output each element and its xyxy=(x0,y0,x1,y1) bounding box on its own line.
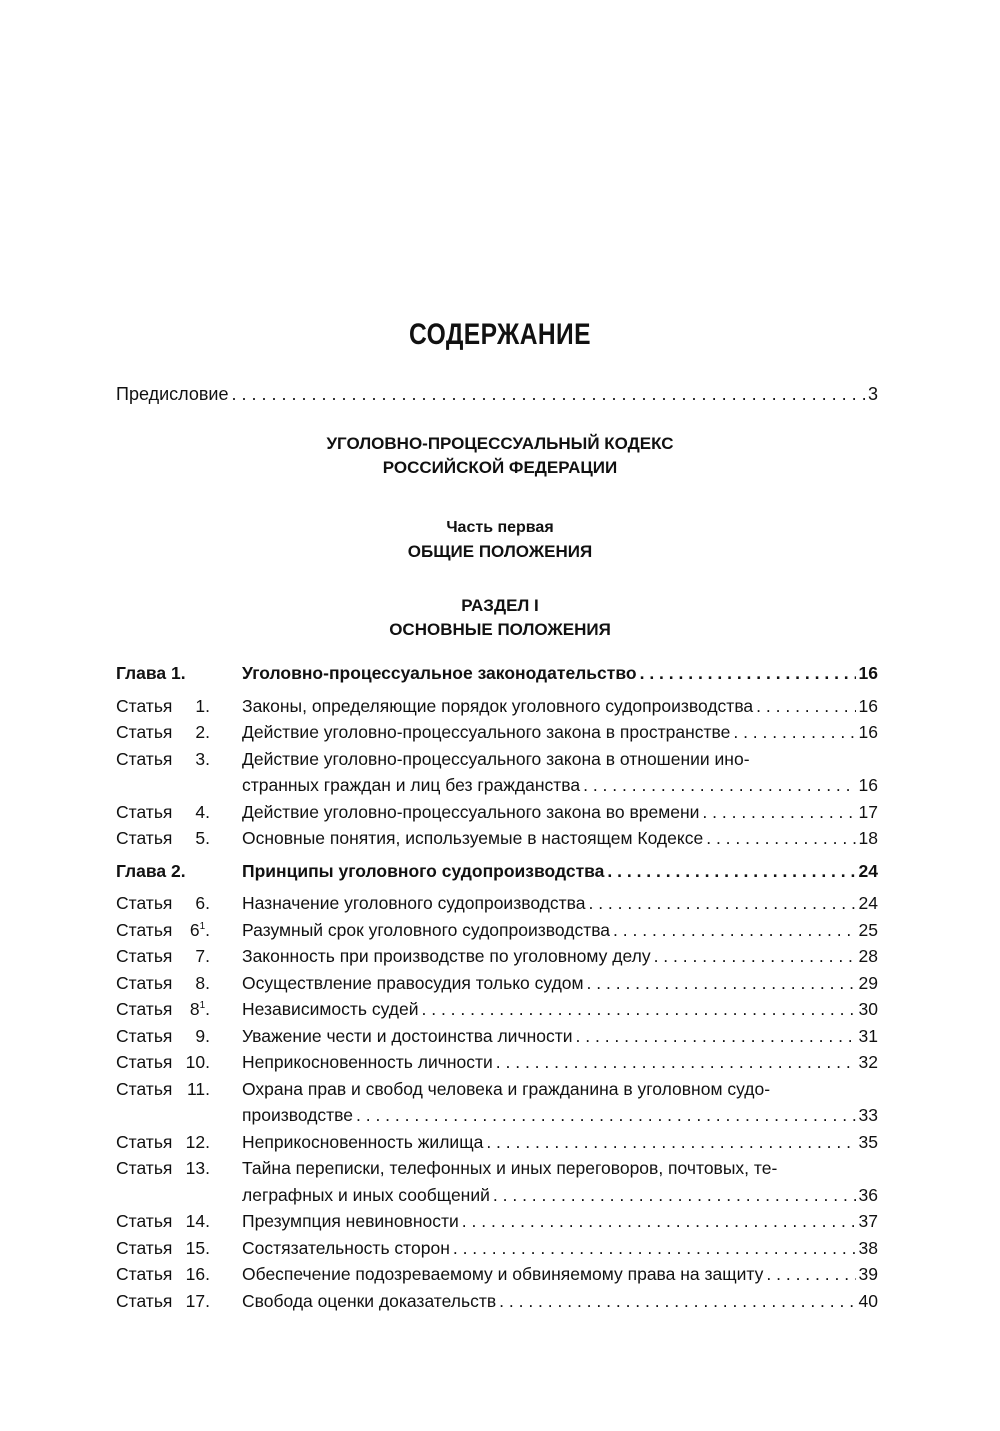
article-label xyxy=(116,1155,242,1182)
page-number: 16 xyxy=(858,663,878,683)
entry-title-line xyxy=(242,1129,878,1156)
article-number xyxy=(186,1049,210,1076)
article-word: Статья xyxy=(116,722,173,742)
article-word: Статья xyxy=(116,1025,173,1046)
article-number-suffix: . xyxy=(205,999,210,1019)
dot-leader xyxy=(702,799,855,826)
dot-leader xyxy=(486,1129,855,1156)
dot-leader xyxy=(607,858,855,885)
entry-title-line xyxy=(242,1102,878,1129)
article-word: Статья xyxy=(116,695,173,716)
table-of-contents xyxy=(116,660,878,1314)
entry-title-text: Законы, определяющие порядок уголовного судопроизводства xyxy=(242,695,754,716)
toc-chapter-entry[interactable] xyxy=(116,858,878,885)
part-label: Часть первая xyxy=(446,519,554,536)
article-number-value: 15. xyxy=(185,1237,210,1258)
page-number: 38 xyxy=(858,1237,878,1258)
entry-title xyxy=(242,890,878,917)
entry-title-text: странных граждан и лиц без гражданства xyxy=(242,775,581,795)
entry-title-line xyxy=(242,917,878,944)
entry-title-line xyxy=(242,1288,878,1315)
section-title: ОСНОВНЫЕ ПОЛОЖЕНИЯ xyxy=(389,620,611,639)
entry-title-line xyxy=(242,1208,878,1235)
article-number xyxy=(186,1129,210,1156)
page-number: 37 xyxy=(858,1211,878,1231)
dot-leader xyxy=(422,996,856,1023)
entry-title xyxy=(242,1208,878,1235)
entry-title xyxy=(242,943,878,970)
toc-article-entry[interactable] xyxy=(116,1288,878,1315)
dot-leader xyxy=(493,1182,856,1209)
toc-chapter-entry[interactable] xyxy=(116,660,878,687)
dot-leader xyxy=(654,943,856,970)
chapter-label: Глава 1. xyxy=(116,663,186,683)
article-number-value: 8. xyxy=(195,972,210,993)
article-word: Статья xyxy=(116,748,173,769)
entry-title-text: Независимость судей xyxy=(242,999,419,1019)
entry-title xyxy=(242,1076,878,1129)
article-word: Статья xyxy=(116,919,173,940)
article-number-value: 4. xyxy=(195,801,210,822)
entry-title xyxy=(242,1288,878,1315)
toc-article-entry[interactable] xyxy=(116,1155,878,1208)
article-word: Статья xyxy=(116,1290,173,1311)
article-number xyxy=(186,1235,210,1262)
article-number-value: 6. xyxy=(195,893,210,913)
page-number: 31 xyxy=(858,1025,878,1046)
article-number-suffix: . xyxy=(205,919,210,940)
entry-title-line xyxy=(242,660,878,687)
entry-title-line xyxy=(242,799,878,826)
article-number xyxy=(195,1023,210,1050)
article-word: Статья xyxy=(116,1078,173,1099)
page-number: 35 xyxy=(858,1131,878,1152)
dot-leader xyxy=(733,719,855,746)
article-label xyxy=(116,996,242,1023)
article-word: Статья xyxy=(116,1237,173,1258)
page-number: 32 xyxy=(858,1052,878,1072)
entry-title xyxy=(242,1155,878,1208)
article-number xyxy=(187,1076,210,1103)
page-number: 33 xyxy=(858,1105,878,1125)
entry-title xyxy=(242,746,878,799)
dot-leader xyxy=(231,384,865,405)
entry-title-line xyxy=(242,825,878,852)
article-number-superscript: 1 xyxy=(199,1000,206,1012)
toc-article-entry[interactable] xyxy=(116,799,878,826)
article-number xyxy=(195,970,210,997)
entry-title-text: леграфных и иных сообщений xyxy=(242,1184,490,1205)
entry-title-line xyxy=(242,1182,878,1209)
entry-title-text: Назначение уголовного судопроизводства xyxy=(242,893,586,913)
page-number: 16 xyxy=(858,722,878,742)
article-word: Статья xyxy=(116,999,173,1019)
entry-title-text: Состязательность сторон xyxy=(242,1237,450,1258)
preface-title: Предисловие xyxy=(116,384,229,404)
article-label xyxy=(116,1208,242,1235)
article-label xyxy=(116,1288,242,1315)
article-word: Статья xyxy=(116,893,173,913)
entry-title-text: Действие уголовно-процессуального закона во времени xyxy=(242,801,700,822)
entry-title-text: Действие уголовно-процессуального закона в отношении ино- xyxy=(242,748,750,769)
article-number-value: 10. xyxy=(185,1052,210,1072)
entry-title-text: Основные понятия, используемые в настоящем Кодексе xyxy=(242,828,704,848)
toc-article-entry[interactable] xyxy=(116,996,878,1023)
page-number: 30 xyxy=(858,999,878,1019)
page-number: 25 xyxy=(858,919,878,940)
article-number-value: 3. xyxy=(195,748,210,769)
toc-article-entry[interactable] xyxy=(116,1049,878,1076)
entry-title-text: Обеспечение подозреваемому и обвиняемому права на защиту xyxy=(242,1264,764,1284)
entry-title-line xyxy=(242,1076,878,1103)
article-number-value: 12. xyxy=(185,1131,210,1152)
entry-title-line xyxy=(242,1049,878,1076)
entry-title-text: Разумный срок уголовного судопроизводства xyxy=(242,919,611,940)
page-number: 28 xyxy=(858,946,878,966)
entry-title xyxy=(242,825,878,852)
article-word: Статья xyxy=(116,972,173,993)
article-number xyxy=(195,890,210,917)
toc-article-entry[interactable] xyxy=(116,1129,878,1156)
page-number: 16 xyxy=(858,775,878,795)
section-label: РАЗДЕЛ I xyxy=(461,596,539,615)
article-word: Статья xyxy=(116,801,173,822)
page-number: 17 xyxy=(858,801,878,822)
article-word: Статья xyxy=(116,946,173,966)
entry-title-line xyxy=(242,970,878,997)
entry-title xyxy=(242,1129,878,1156)
page-number: 40 xyxy=(858,1290,878,1311)
dot-leader xyxy=(496,1049,856,1076)
page-number: 24 xyxy=(858,860,878,881)
entry-title-text: Презумпция невиновности xyxy=(242,1211,459,1231)
page-number: 24 xyxy=(858,893,878,913)
entry-title-text: Тайна переписки, телефонных и иных переговоров, почтовых, те- xyxy=(242,1158,778,1178)
part-title: ОБЩИЕ ПОЛОЖЕНИЯ xyxy=(407,542,593,561)
page-title: СОДЕРЖАНИЕ xyxy=(409,318,591,351)
entry-title-text: Неприкосновенность личности xyxy=(242,1052,493,1072)
article-number xyxy=(195,719,210,746)
article-word: Статья xyxy=(116,1052,173,1072)
dot-leader xyxy=(706,825,855,852)
article-number xyxy=(190,996,210,1023)
toc-article-entry[interactable] xyxy=(116,1208,878,1235)
article-label xyxy=(116,1049,242,1076)
dot-leader xyxy=(640,660,856,687)
article-number-value: 6 xyxy=(189,919,200,940)
toc-article-entry[interactable] xyxy=(116,1235,878,1262)
article-number-value: 9. xyxy=(195,1025,210,1046)
article-number-value: 17. xyxy=(185,1290,210,1311)
entry-title-line xyxy=(242,693,878,720)
entry-title-text: Уголовно-процессуальное законодательство xyxy=(242,663,637,683)
article-number xyxy=(190,917,210,944)
article-label xyxy=(116,1129,242,1156)
entry-title-line xyxy=(242,772,878,799)
article-number xyxy=(186,1155,210,1182)
part-heading xyxy=(0,516,1000,564)
entry-title xyxy=(242,996,878,1023)
entry-title-text: Действие уголовно-процессуального закона в пространстве xyxy=(242,722,731,742)
code-title-line-2: РОССИЙСКОЙ ФЕДЕРАЦИИ xyxy=(382,458,618,477)
entry-title xyxy=(242,660,878,687)
article-word: Статья xyxy=(116,1158,173,1178)
toc-article-entry[interactable] xyxy=(116,1261,878,1288)
section-heading xyxy=(0,594,1000,642)
article-label xyxy=(116,1235,242,1262)
article-number-value: 2. xyxy=(195,722,210,742)
article-label xyxy=(116,917,242,944)
toc-preface-entry[interactable] xyxy=(116,384,878,405)
toc-article-entry[interactable] xyxy=(116,890,878,917)
page-number: 36 xyxy=(858,1184,878,1205)
dot-leader xyxy=(453,1235,856,1262)
entry-title xyxy=(242,917,878,944)
dot-leader xyxy=(756,693,855,720)
dot-leader xyxy=(576,1023,856,1050)
entry-title-line xyxy=(242,996,878,1023)
article-number-value: 5. xyxy=(195,828,210,848)
dot-leader xyxy=(462,1208,856,1235)
entry-title-text: Свобода оценки доказательств xyxy=(242,1290,497,1311)
preface-page: 3 xyxy=(867,384,878,404)
entry-title-text: Законность при производстве по уголовному делу xyxy=(242,946,651,966)
article-number xyxy=(195,746,210,773)
entry-title xyxy=(242,1261,878,1288)
entry-title-line xyxy=(242,943,878,970)
article-number xyxy=(186,1288,210,1315)
page-number: 16 xyxy=(858,695,878,716)
dot-leader xyxy=(499,1288,855,1315)
entry-title xyxy=(242,1235,878,1262)
entry-title xyxy=(242,1049,878,1076)
page-number: 39 xyxy=(858,1264,878,1284)
toc-article-entry[interactable] xyxy=(116,917,878,944)
toc-article-entry[interactable] xyxy=(116,746,878,799)
article-number xyxy=(195,799,210,826)
article-number-value: 7. xyxy=(195,946,210,966)
article-label xyxy=(116,1076,242,1103)
article-number-value: 16. xyxy=(185,1264,210,1284)
entry-title xyxy=(242,970,878,997)
entry-title xyxy=(242,858,878,885)
article-label xyxy=(116,825,242,852)
article-label xyxy=(116,719,242,746)
entry-title xyxy=(242,799,878,826)
entry-title-text: Принципы уголовного судопроизводства xyxy=(242,860,605,881)
article-number xyxy=(186,1208,210,1235)
entry-title xyxy=(242,693,878,720)
toc-article-entry[interactable] xyxy=(116,943,878,970)
dot-leader xyxy=(587,970,856,997)
toc-article-entry[interactable] xyxy=(116,1023,878,1050)
article-number xyxy=(195,693,210,720)
code-title xyxy=(0,432,1000,480)
article-number-superscript: 1 xyxy=(199,920,206,932)
article-label xyxy=(116,890,242,917)
article-number-value: 11. xyxy=(186,1078,210,1099)
toc-article-entry[interactable] xyxy=(116,719,878,746)
entry-title-line xyxy=(242,1235,878,1262)
entry-title-text: Уважение чести и достоинства личности xyxy=(242,1025,573,1046)
article-label xyxy=(116,1023,242,1050)
entry-title-text: производстве xyxy=(242,1105,353,1125)
dot-leader xyxy=(588,890,855,917)
toc-article-entry[interactable] xyxy=(116,1076,878,1129)
entry-title-line xyxy=(242,858,878,885)
article-number-value: 13. xyxy=(185,1158,210,1178)
code-title-line-1: УГОЛОВНО-ПРОЦЕССУАЛЬНЫЙ КОДЕКС xyxy=(326,434,674,453)
article-number-value: 8 xyxy=(189,999,200,1019)
entry-title-line xyxy=(242,719,878,746)
entry-title-line xyxy=(242,1155,878,1182)
article-number-value: 1. xyxy=(195,695,210,716)
entry-title xyxy=(242,1023,878,1050)
dot-leader xyxy=(583,772,855,799)
entry-title-text: Неприкосновенность жилища xyxy=(242,1131,484,1152)
article-label xyxy=(116,970,242,997)
article-label xyxy=(116,693,242,720)
entry-title-line xyxy=(242,746,878,773)
entry-title-line xyxy=(242,890,878,917)
article-number xyxy=(195,943,210,970)
dot-leader xyxy=(613,917,855,944)
article-word: Статья xyxy=(116,1131,173,1152)
entry-title-line xyxy=(242,1023,878,1050)
article-word: Статья xyxy=(116,1211,173,1231)
entry-title xyxy=(242,719,878,746)
toc-article-entry[interactable] xyxy=(116,825,878,852)
dot-leader xyxy=(356,1102,856,1129)
chapter-label: Глава 2. xyxy=(116,860,186,881)
entry-title-line xyxy=(242,1261,878,1288)
article-number-value: 14. xyxy=(185,1211,210,1231)
article-label xyxy=(116,799,242,826)
article-label xyxy=(116,943,242,970)
toc-article-entry[interactable] xyxy=(116,970,878,997)
entry-title-text: Осуществление правосудия только судом xyxy=(242,972,584,993)
toc-article-entry[interactable] xyxy=(116,693,878,720)
dot-leader xyxy=(766,1261,855,1288)
page-number: 18 xyxy=(858,828,878,848)
page-number: 29 xyxy=(858,972,878,993)
entry-title-text: Охрана прав и свобод человека и гражданина в уголовном судо- xyxy=(242,1078,771,1099)
article-label xyxy=(116,746,242,773)
article-word: Статья xyxy=(116,828,173,848)
article-word: Статья xyxy=(116,1264,173,1284)
article-number xyxy=(195,825,210,852)
article-number xyxy=(186,1261,210,1288)
article-label xyxy=(116,1261,242,1288)
